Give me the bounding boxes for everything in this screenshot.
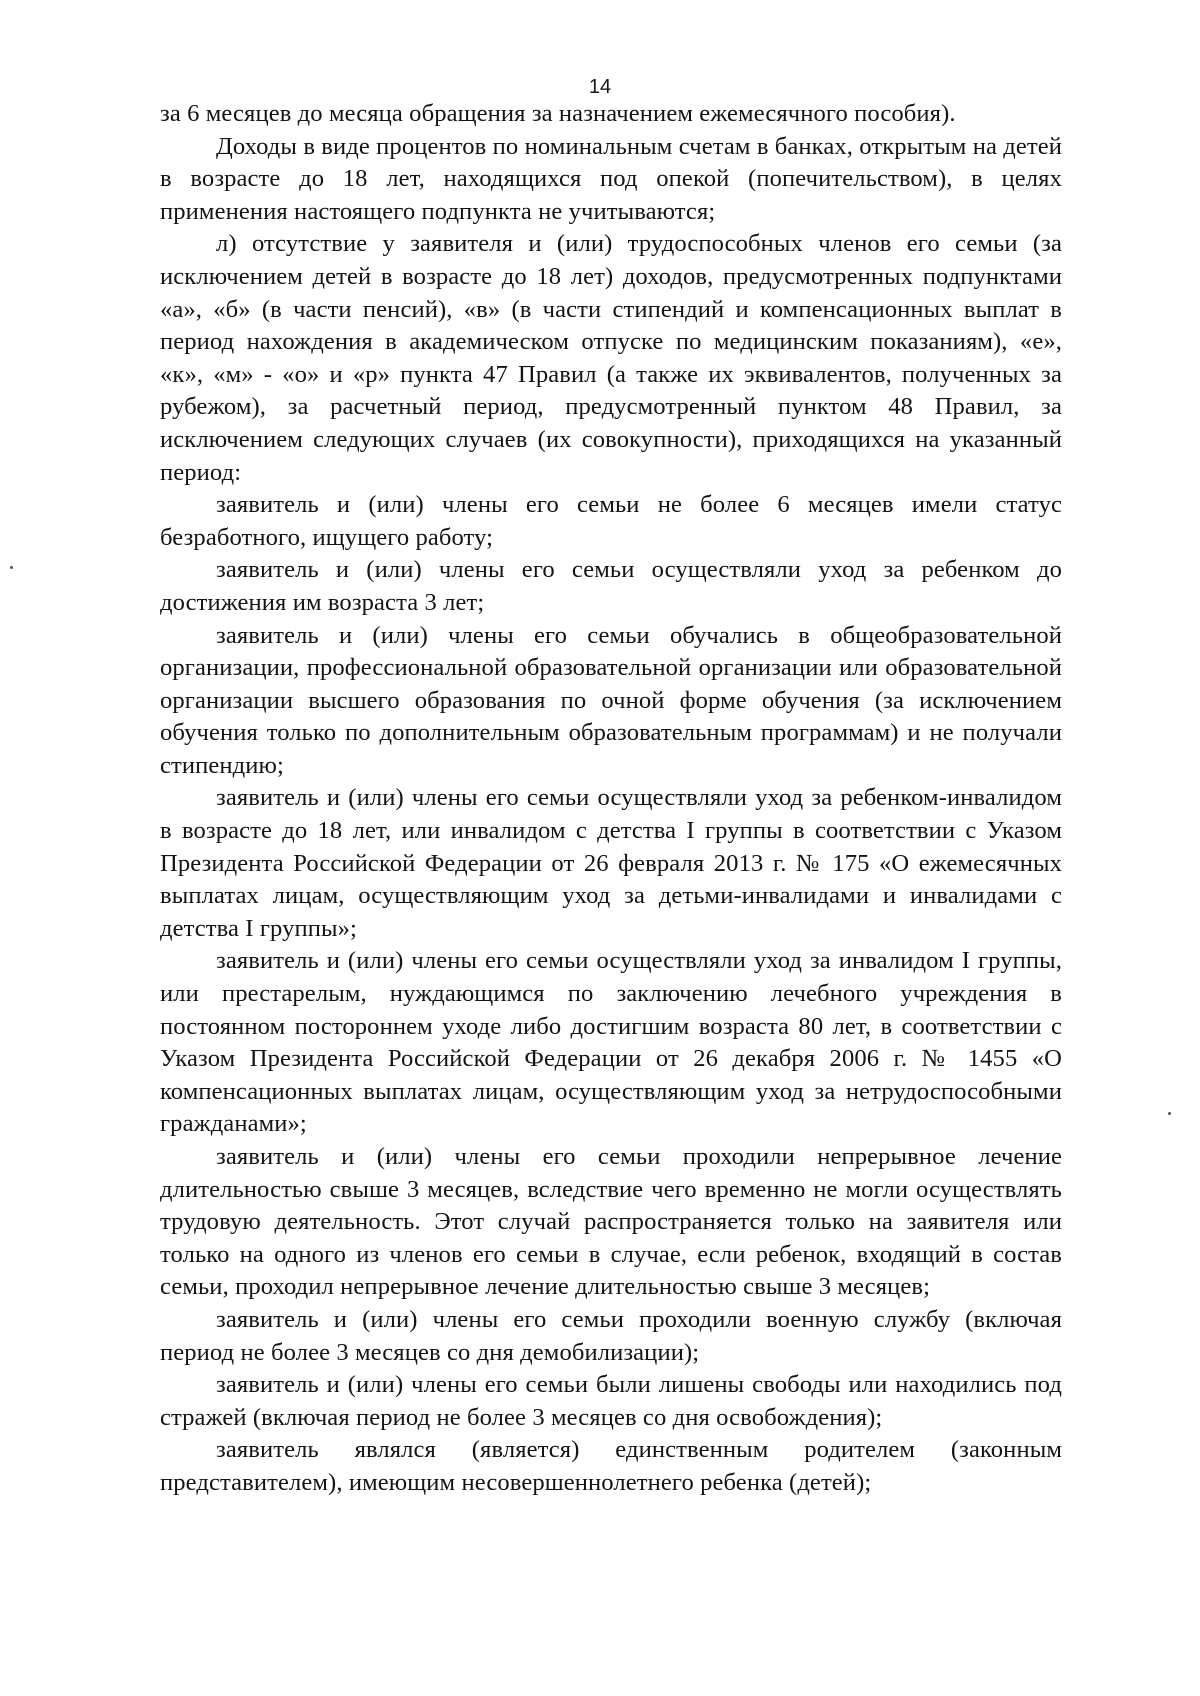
paragraph-case-disabled-child-care: заявитель и (или) члены его семьи осуществляли уход за ребенком-инвалидом в возрасте до 18 лет, или инвалидом с детства I группы в соответствии с Указом Президента Российской Федерации от 26 февраля 2013 г. № 175 «О ежемесячных выплатах лицам, осуществляющим уход за детьми-инвалидами и инвалидами с детства I группы»; <box>160 784 1062 942</box>
paragraph-continuation: за 6 месяцев до месяца обращения за назначением ежемесячного пособия). <box>160 100 956 127</box>
scan-speck <box>10 566 13 569</box>
paragraph-case-single-parent: заявитель являлся (является) единственным родителем (законным представителем), имеющим несовершеннолетнего ребенка (детей); <box>160 1436 1062 1496</box>
paragraph-subitem-l: л) отсутствие у заявителя и (или) трудоспособных членов его семьи (за исключением детей в возрасте до 18 лет) доходов, предусмотренных подпунктами «а», «б» (в части пенсий), «в» (в части стипендий и компенсационных выплат в период нахождения в академическом отпуске по медицинским показаниям), «е», «к», «м» - «о» и «р» пункта 47 Правил (а также их эквивалентов, полученных за рубежом), за расчетный период, предусмотренный пунктом 48 Правил, за исключением следующих случаев (их совокупности), приходящихся на указанный период: <box>160 230 1062 486</box>
scan-speck <box>1168 1112 1171 1115</box>
paragraph-case-unemployed: заявитель и (или) члены его семьи не более 6 месяцев имели статус безработного, ищущего работу; <box>160 491 1062 551</box>
document-body <box>160 98 1062 1500</box>
paragraph-case-military-service: заявитель и (или) члены его семьи проходили военную службу (включая период не более 3 месяцев со дня демобилизации); <box>160 1305 1062 1366</box>
paragraph-case-disabled-adult-care: заявитель и (или) члены его семьи осуществляли уход за инвалидом I группы, или престарелым, нуждающимся по заключению лечебного учреждения в постоянном постороннем уходе либо достигшим возраста 80 лет, в соответствии с Указом Президента Российской Федерации от 26 декабря 2006 г. № 1455 «О компенсационных выплатах лицам, осуществляющим уход за нетрудоспособными гражданами»; <box>160 947 1062 1138</box>
paragraph-interest-income: Доходы в виде процентов по номинальным счетам в банках, открытым на детей в возрасте до 18 лет, находящихся под опекой (попечительством), в целях применения настоящего подпункта не учитываются; <box>160 132 1062 225</box>
paragraph-case-education: заявитель и (или) члены его семьи обучались в общеобразовательной организации, профессиональной образовательной организации или образовательной организации высшего образования по очной форме обучения (за исключением обучения только по дополнительным образовательным программам) и не получали стипендию; <box>160 621 1062 779</box>
paragraph-case-imprisonment: заявитель и (или) члены его семьи были лишены свободы или находились под стражей (включая период не более 3 месяцев со дня освобождения); <box>160 1371 1062 1431</box>
page-number: 14 <box>588 76 612 98</box>
paragraph-case-medical-treatment: заявитель и (или) члены его семьи проходили непрерывное лечение длительностью свыше 3 месяцев, вследствие чего временно не могли осуществлять трудовую деятельность. Этот случай распространяется только на заявителя или только на одного из членов его семьи в случае, если ребенок, входящий в состав семьи, проходил непрерывное лечение длительностью свыше 3 месяцев; <box>160 1143 1062 1301</box>
paragraph-case-childcare: заявитель и (или) члены его семьи осуществляли уход за ребенком до достижения им возраста 3 лет; <box>160 556 1062 616</box>
